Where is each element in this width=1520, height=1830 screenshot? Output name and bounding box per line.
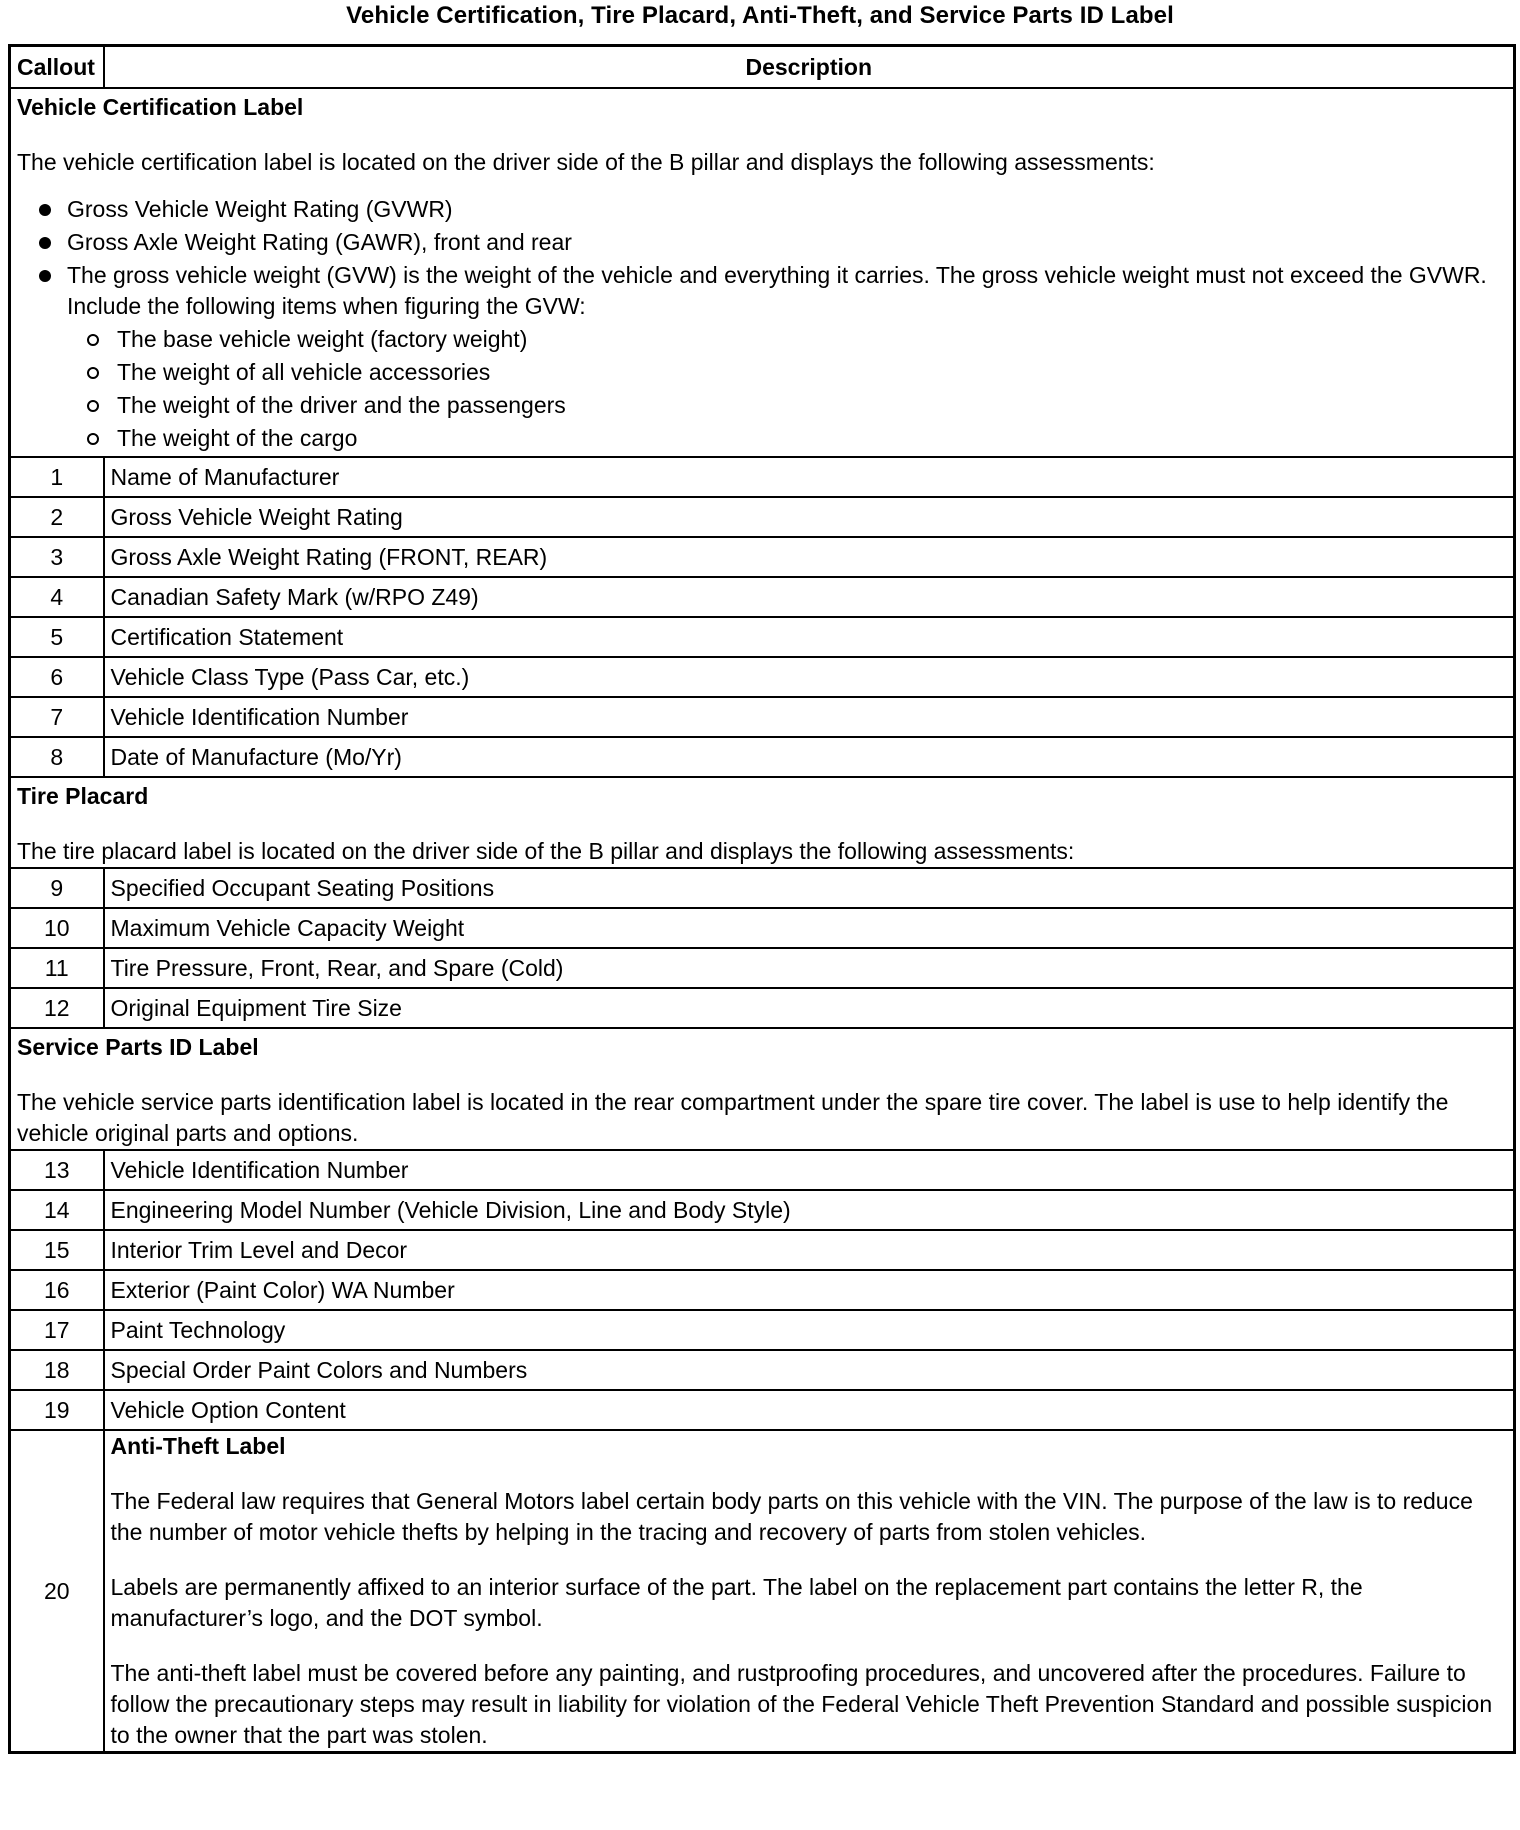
callout-number: 13 bbox=[10, 1150, 104, 1190]
sub-bullet-text: The base vehicle weight (factory weight) bbox=[117, 326, 528, 352]
callout-number: 5 bbox=[10, 617, 104, 657]
bullet-text: Gross Axle Weight Rating (GAWR), front and rear bbox=[67, 229, 572, 255]
callout-description: Special Order Paint Colors and Numbers bbox=[104, 1350, 1515, 1390]
callout-description: Certification Statement bbox=[104, 617, 1515, 657]
section-title: Service Parts ID Label bbox=[17, 1034, 259, 1060]
section-tire-placard bbox=[10, 777, 1515, 868]
callout-number: 7 bbox=[10, 697, 104, 737]
section-intro: The vehicle service parts identification label is located in the rear compartment under the spare tire cover. The label is use to help identify the vehicle original parts and options. bbox=[17, 1089, 1449, 1146]
sub-bullet-text: The weight of the cargo bbox=[117, 425, 358, 451]
sub-bullet-item bbox=[67, 357, 1507, 388]
hollow-bullet-icon bbox=[87, 400, 99, 412]
callout-description: Original Equipment Tire Size bbox=[104, 988, 1515, 1028]
table-row bbox=[10, 1150, 1515, 1190]
callout-number: 2 bbox=[10, 497, 104, 537]
sub-bullet-item bbox=[67, 390, 1507, 421]
hollow-bullet-icon bbox=[87, 367, 99, 379]
callout-description: Paint Technology bbox=[104, 1310, 1515, 1350]
bullet-icon bbox=[39, 204, 51, 216]
table-row bbox=[10, 457, 1515, 497]
section-intro: The tire placard label is located on the driver side of the B pillar and displays the following assessments: bbox=[17, 838, 1075, 864]
callout-description: Engineering Model Number (Vehicle Division, Line and Body Style) bbox=[104, 1190, 1515, 1230]
table-row bbox=[10, 1350, 1515, 1390]
callout-column-header: Callout bbox=[10, 46, 104, 89]
callout-description: Gross Axle Weight Rating (FRONT, REAR) bbox=[104, 537, 1515, 577]
bullet-item bbox=[17, 260, 1507, 454]
callout-number: 20 bbox=[10, 1430, 104, 1753]
sub-bullet-item bbox=[67, 423, 1507, 454]
paragraph: The Federal law requires that General Motors label certain body parts on this vehicle with the VIN. The purpose of the law is to reduce the number of motor vehicle thefts by helping in the tracing and recovery of parts from stolen vehicles. bbox=[110, 1488, 1473, 1545]
table-row bbox=[10, 537, 1515, 577]
callout-description: Gross Vehicle Weight Rating bbox=[104, 497, 1515, 537]
anti-theft-description bbox=[104, 1430, 1515, 1753]
sub-bullet-text: The weight of the driver and the passengers bbox=[117, 392, 566, 418]
paragraph: The anti-theft label must be covered before any painting, and rustproofing procedures, and uncovered after the procedures. Failure to follow the precautionary steps may result in liability for violation of the Federal Vehicle Theft Prevention Standard and possible suspicion to the owner that the part was stolen. bbox=[110, 1660, 1493, 1748]
callout-number: 11 bbox=[10, 948, 104, 988]
bullet-icon bbox=[39, 237, 51, 249]
callout-number: 9 bbox=[10, 868, 104, 908]
callout-number: 1 bbox=[10, 457, 104, 497]
callout-table bbox=[8, 44, 1516, 1754]
hollow-bullet-icon bbox=[87, 433, 99, 445]
table-row bbox=[10, 577, 1515, 617]
callout-description: Specified Occupant Seating Positions bbox=[104, 868, 1515, 908]
callout-description: Maximum Vehicle Capacity Weight bbox=[104, 908, 1515, 948]
bullet-text: The gross vehicle weight (GVW) is the weight of the vehicle and everything it carries. The gross vehicle weight must not exceed the GVWR. Include the following items when figuring the GVW: bbox=[67, 262, 1487, 319]
table-row bbox=[10, 908, 1515, 948]
callout-description: Name of Manufacturer bbox=[104, 457, 1515, 497]
section-service-parts bbox=[10, 1028, 1515, 1150]
callout-number: 15 bbox=[10, 1230, 104, 1270]
table-row bbox=[10, 988, 1515, 1028]
callout-number: 4 bbox=[10, 577, 104, 617]
table-row bbox=[10, 657, 1515, 697]
callout-description: Canadian Safety Mark (w/RPO Z49) bbox=[104, 577, 1515, 617]
callout-description: Tire Pressure, Front, Rear, and Spare (Cold) bbox=[104, 948, 1515, 988]
section-row-vehicle-certification bbox=[10, 88, 1515, 457]
callout-number: 3 bbox=[10, 537, 104, 577]
table-row bbox=[10, 868, 1515, 908]
sub-bullet-item bbox=[67, 324, 1507, 355]
callout-number: 8 bbox=[10, 737, 104, 777]
bullet-list bbox=[17, 194, 1507, 454]
table-row bbox=[10, 1390, 1515, 1430]
callout-description: Vehicle Identification Number bbox=[104, 1150, 1515, 1190]
callout-description: Vehicle Option Content bbox=[104, 1390, 1515, 1430]
paragraph: Labels are permanently affixed to an interior surface of the part. The label on the replacement part contains the letter R, the manufacturer’s logo, and the DOT symbol. bbox=[110, 1574, 1363, 1631]
table-row bbox=[10, 1190, 1515, 1230]
description-column-header: Description bbox=[104, 46, 1515, 89]
table-row-anti-theft bbox=[10, 1430, 1515, 1753]
bullet-item bbox=[17, 194, 1507, 225]
document-title: Vehicle Certification, Tire Placard, Anti-Theft, and Service Parts ID Label bbox=[346, 2, 1174, 29]
table-header-row bbox=[10, 46, 1515, 89]
callout-number: 10 bbox=[10, 908, 104, 948]
sub-bullet-text: The weight of all vehicle accessories bbox=[117, 359, 491, 385]
callout-description: Date of Manufacture (Mo/Yr) bbox=[104, 737, 1515, 777]
bullet-text: Gross Vehicle Weight Rating (GVWR) bbox=[67, 196, 453, 222]
callout-number: 18 bbox=[10, 1350, 104, 1390]
callout-number: 6 bbox=[10, 657, 104, 697]
callout-description: Vehicle Identification Number bbox=[104, 697, 1515, 737]
section-row-service-parts bbox=[10, 1028, 1515, 1150]
table-row bbox=[10, 1310, 1515, 1350]
sub-bullet-list bbox=[67, 324, 1507, 454]
section-title: Tire Placard bbox=[17, 783, 149, 809]
table-row bbox=[10, 948, 1515, 988]
bullet-item bbox=[17, 227, 1507, 258]
table-row bbox=[10, 1230, 1515, 1270]
table-row bbox=[10, 697, 1515, 737]
section-row-tire-placard bbox=[10, 777, 1515, 868]
callout-number: 16 bbox=[10, 1270, 104, 1310]
table-row bbox=[10, 617, 1515, 657]
callout-number: 14 bbox=[10, 1190, 104, 1230]
callout-number: 17 bbox=[10, 1310, 104, 1350]
table-row bbox=[10, 1270, 1515, 1310]
hollow-bullet-icon bbox=[87, 334, 99, 346]
bullet-icon bbox=[39, 270, 51, 282]
callout-number: 12 bbox=[10, 988, 104, 1028]
section-title: Anti-Theft Label bbox=[110, 1433, 286, 1459]
table-row bbox=[10, 497, 1515, 537]
callout-description: Interior Trim Level and Decor bbox=[104, 1230, 1515, 1270]
callout-number: 19 bbox=[10, 1390, 104, 1430]
callout-description: Vehicle Class Type (Pass Car, etc.) bbox=[104, 657, 1515, 697]
section-intro: The vehicle certification label is located on the driver side of the B pillar and displays the following assessments: bbox=[17, 149, 1155, 175]
table-row bbox=[10, 737, 1515, 777]
section-vehicle-certification bbox=[10, 88, 1515, 457]
section-title: Vehicle Certification Label bbox=[17, 94, 304, 120]
callout-description: Exterior (Paint Color) WA Number bbox=[104, 1270, 1515, 1310]
